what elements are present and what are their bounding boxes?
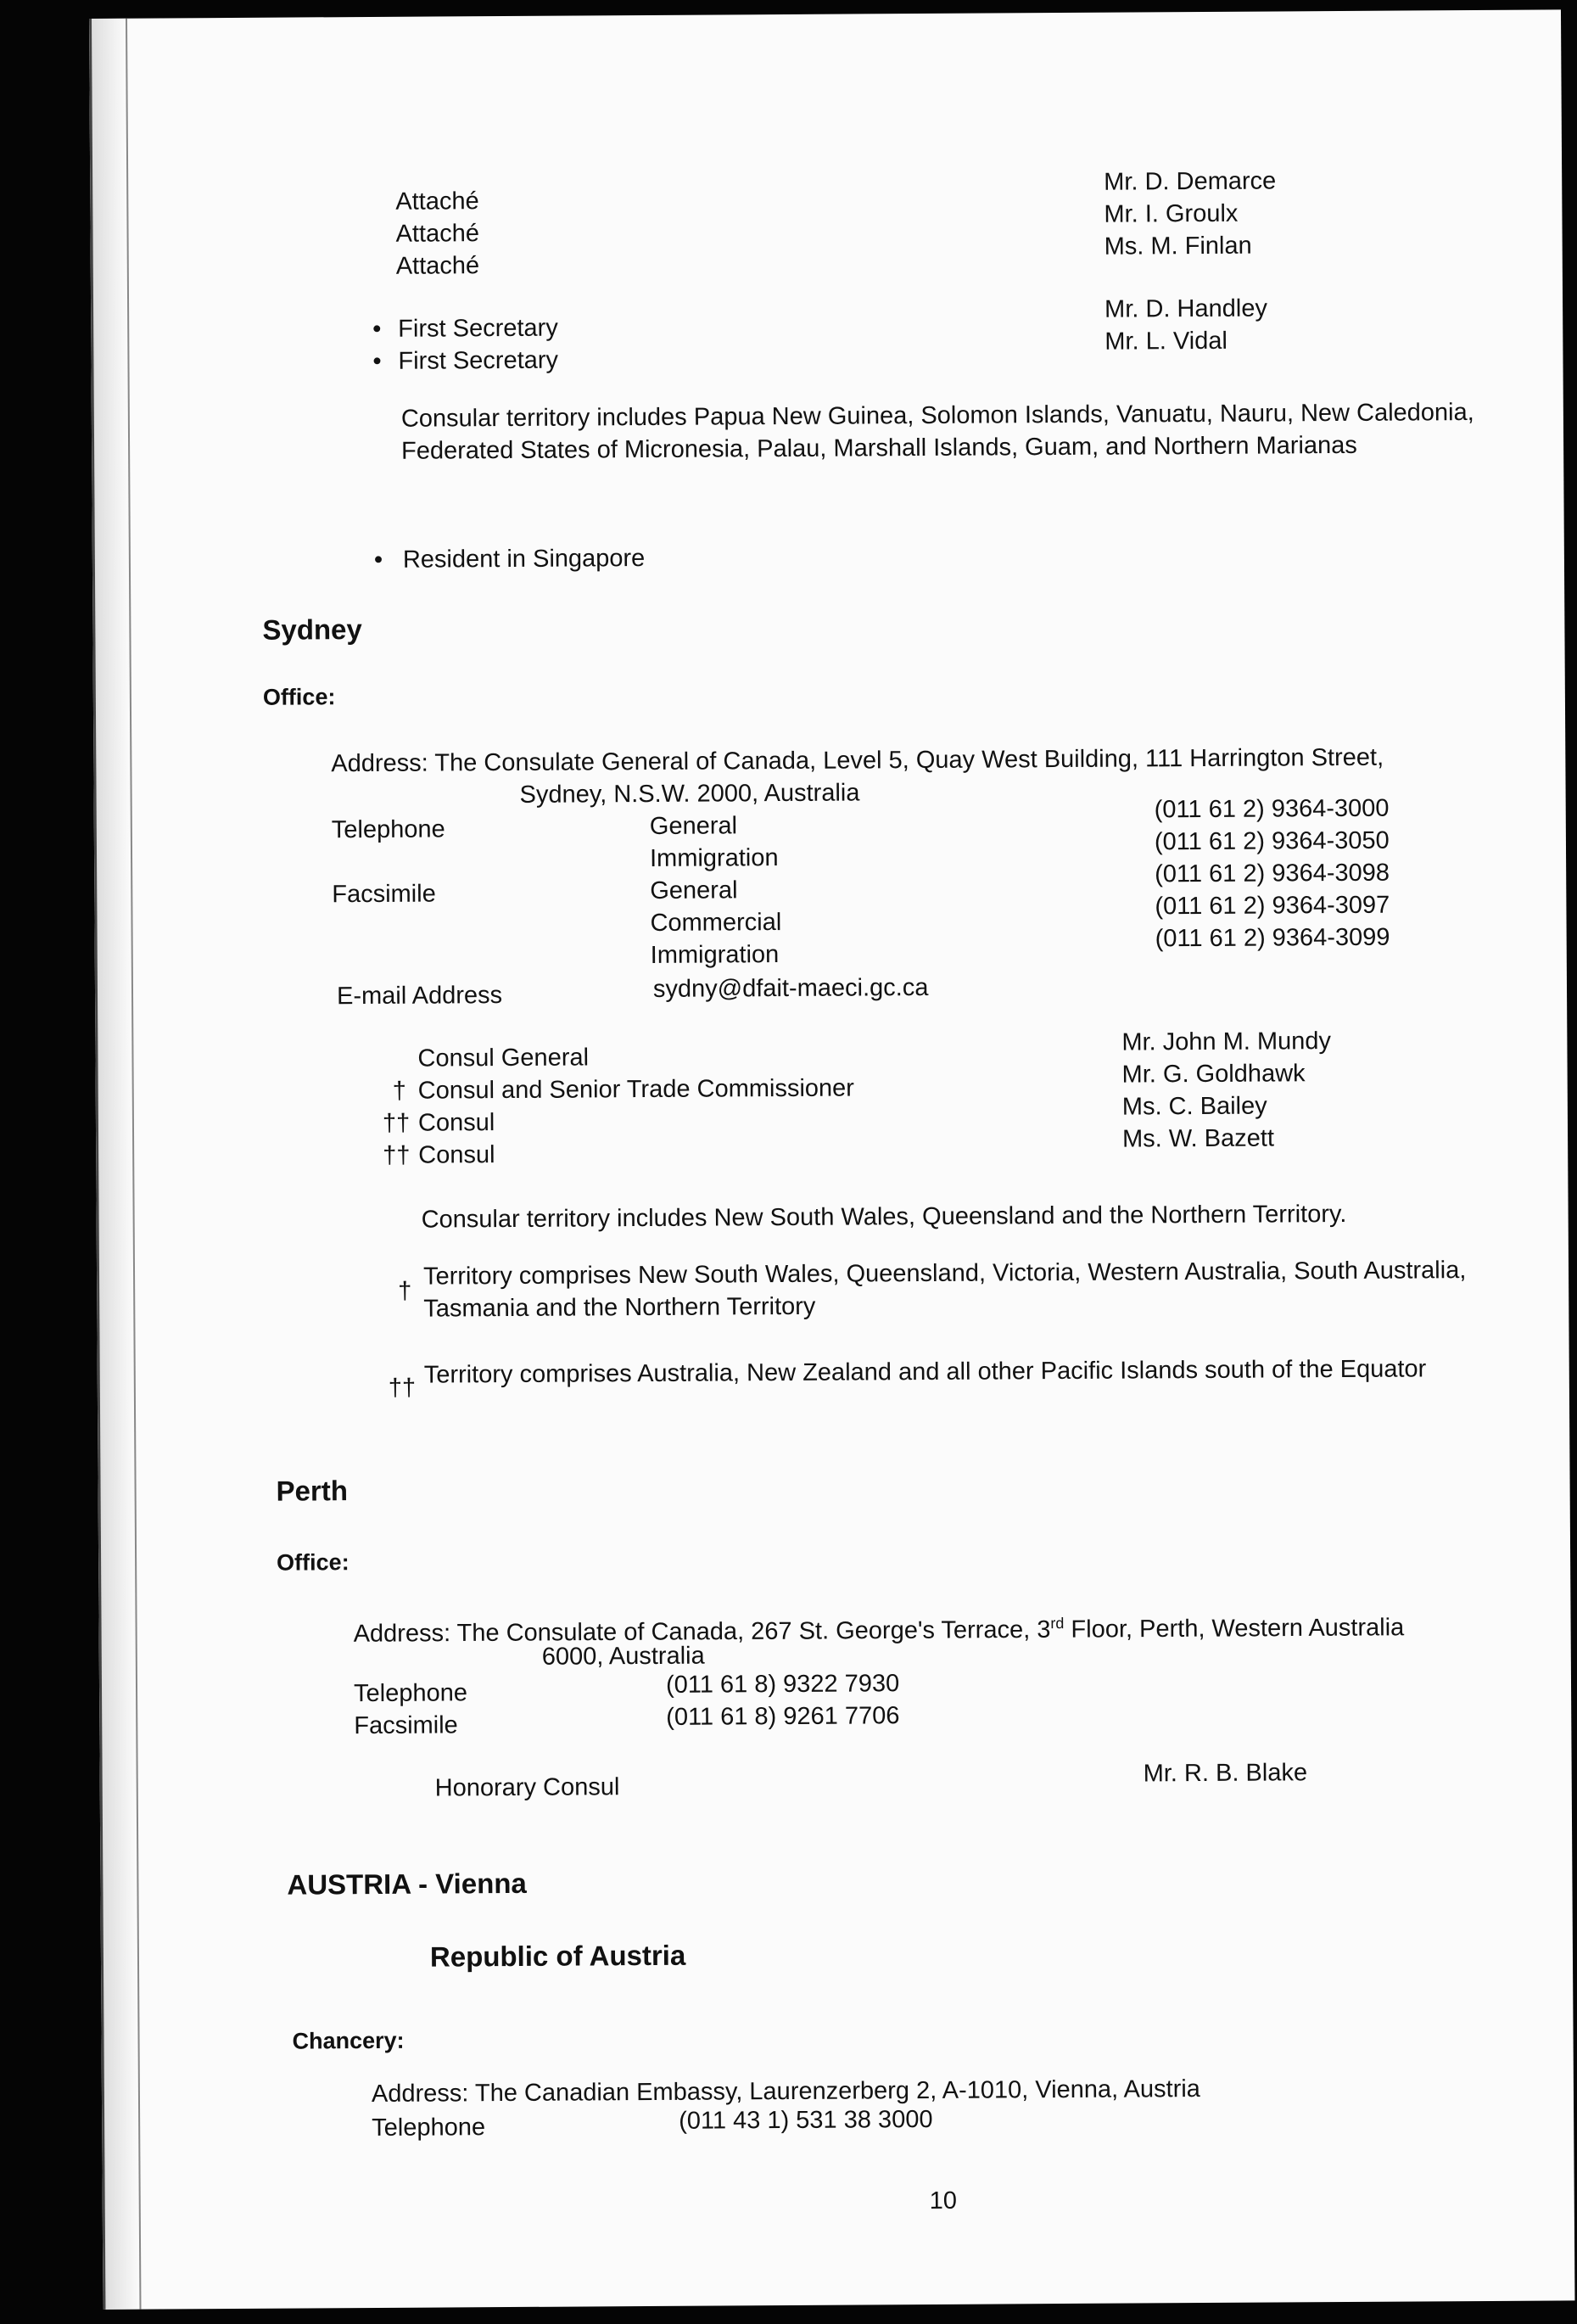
city-heading: Sydney — [262, 613, 362, 646]
country-heading: AUSTRIA - Vienna — [287, 1867, 527, 1901]
facsimile-label: Facsimile — [332, 880, 436, 909]
staff-name: Mr. John M. Mundy — [1121, 1028, 1332, 1056]
address-line: 6000, Australia — [541, 1642, 705, 1671]
phone-number: (011 61 2) 9364-3000 — [1154, 794, 1390, 824]
staff-name: Ms. W. Bazett — [1121, 1124, 1275, 1153]
footnote-text: Territory comprises New South Wales, Queensland, Victoria, Western Australia, South Australia, Tasmania and the Northern Territory — [422, 1257, 1467, 1323]
staff-title: Attaché — [395, 188, 479, 216]
staff-title: Consul General — [417, 1044, 590, 1072]
contact-type: General — [649, 812, 738, 840]
staff-name: Ms. C. Bailey — [1121, 1092, 1267, 1121]
staff-name: Mr. R. B. Blake — [1143, 1759, 1308, 1788]
bullet-mark: • — [373, 546, 383, 574]
address-line: Sydney, N.S.W. 2000, Australia — [519, 779, 860, 809]
phone-number: (011 61 2) 9364-3050 — [1154, 826, 1390, 856]
double-dagger-mark: †† — [382, 1109, 411, 1137]
page-number: 10 — [929, 2187, 958, 2215]
footnote-text: Territory comprises Australia, New Zealand and all other Pacific Islands south of the Equator — [423, 1355, 1427, 1389]
double-dagger-mark: †† — [383, 1141, 411, 1169]
consular-territory-note: Consular territory includes New South Wales, Queensland and the Northern Territory. — [421, 1200, 1347, 1234]
staff-title: Attaché — [395, 252, 480, 280]
country-subheading: Republic of Austria — [429, 1939, 686, 1973]
staff-name: Mr. L. Vidal — [1104, 327, 1227, 356]
dagger-mark: † — [392, 1077, 406, 1105]
address-line: Address: The Consulate of Canada, 267 St. George's Terrace, 3rd Floor, Perth, Western Australia — [353, 1614, 1405, 1648]
staff-name: Mr. D. Handley — [1104, 294, 1268, 323]
staff-title: Honorary Consul — [434, 1773, 620, 1802]
staff-name: Mr. I. Groulx — [1104, 199, 1239, 228]
city-heading: Perth — [276, 1475, 349, 1507]
contact-type: Immigration — [649, 844, 779, 872]
telephone-label: Telephone — [372, 2114, 486, 2142]
facsimile-label: Facsimile — [354, 1711, 458, 1740]
fax-number: (011 61 2) 9364-3098 — [1155, 859, 1390, 888]
address-line: Address: The Consulate General of Canada, Level 5, Quay West Building, 111 Harrington Street, — [331, 743, 1384, 778]
telephone-label: Telephone — [353, 1679, 468, 1708]
staff-name: Mr. G. Goldhawk — [1121, 1060, 1306, 1089]
chancery-label: Chancery: — [292, 2027, 405, 2054]
fax-number: (011 61 2) 9364-3099 — [1155, 923, 1390, 953]
office-label: Office: — [262, 684, 336, 710]
double-dagger-mark: †† — [388, 1374, 417, 1402]
staff-title: Attaché — [395, 220, 479, 248]
office-label: Office: — [277, 1549, 350, 1576]
email-address: sydny@dfait-maeci.gc.ca — [652, 973, 929, 1003]
fax-number: (011 61 8) 9261 7706 — [666, 1702, 900, 1731]
contact-type: General — [650, 876, 738, 904]
address-line: Address: The Canadian Embassy, Laurenzerberg 2, A-1010, Vienna, Austria — [371, 2075, 1200, 2108]
staff-title: First Secretary — [398, 346, 559, 375]
dagger-mark: † — [398, 1277, 412, 1305]
telephone-label: Telephone — [331, 815, 445, 844]
phone-number: (011 43 1) 531 38 3000 — [679, 2105, 933, 2135]
staff-title: First Secretary — [398, 314, 558, 343]
staff-title: Consul — [417, 1109, 495, 1137]
staff-title: Consul — [418, 1141, 495, 1169]
footnote-text: Resident in Singapore — [402, 545, 646, 574]
staff-name: Ms. M. Finlan — [1104, 232, 1252, 260]
consular-territory-note: Consular territory includes Papua New Guinea, Solomon Islands, Vanuatu, Nauru, New Caledonia, Federated States of Micronesia, Palau, Marshall Islands, Guam, and Northern Marianas — [400, 399, 1474, 465]
document-page — [89, 9, 1574, 2310]
bullet-mark: • — [372, 315, 382, 343]
email-label: E-mail Address — [336, 982, 503, 1011]
contact-type: Immigration — [650, 941, 780, 969]
staff-name: Mr. D. Demarce — [1104, 167, 1277, 196]
bullet-mark: • — [372, 347, 382, 375]
staff-title: Consul and Senior Trade Commissioner — [417, 1074, 855, 1105]
phone-number: (011 61 8) 9322 7930 — [665, 1670, 900, 1699]
fax-number: (011 61 2) 9364-3097 — [1155, 891, 1390, 921]
contact-type: Commercial — [650, 909, 782, 937]
